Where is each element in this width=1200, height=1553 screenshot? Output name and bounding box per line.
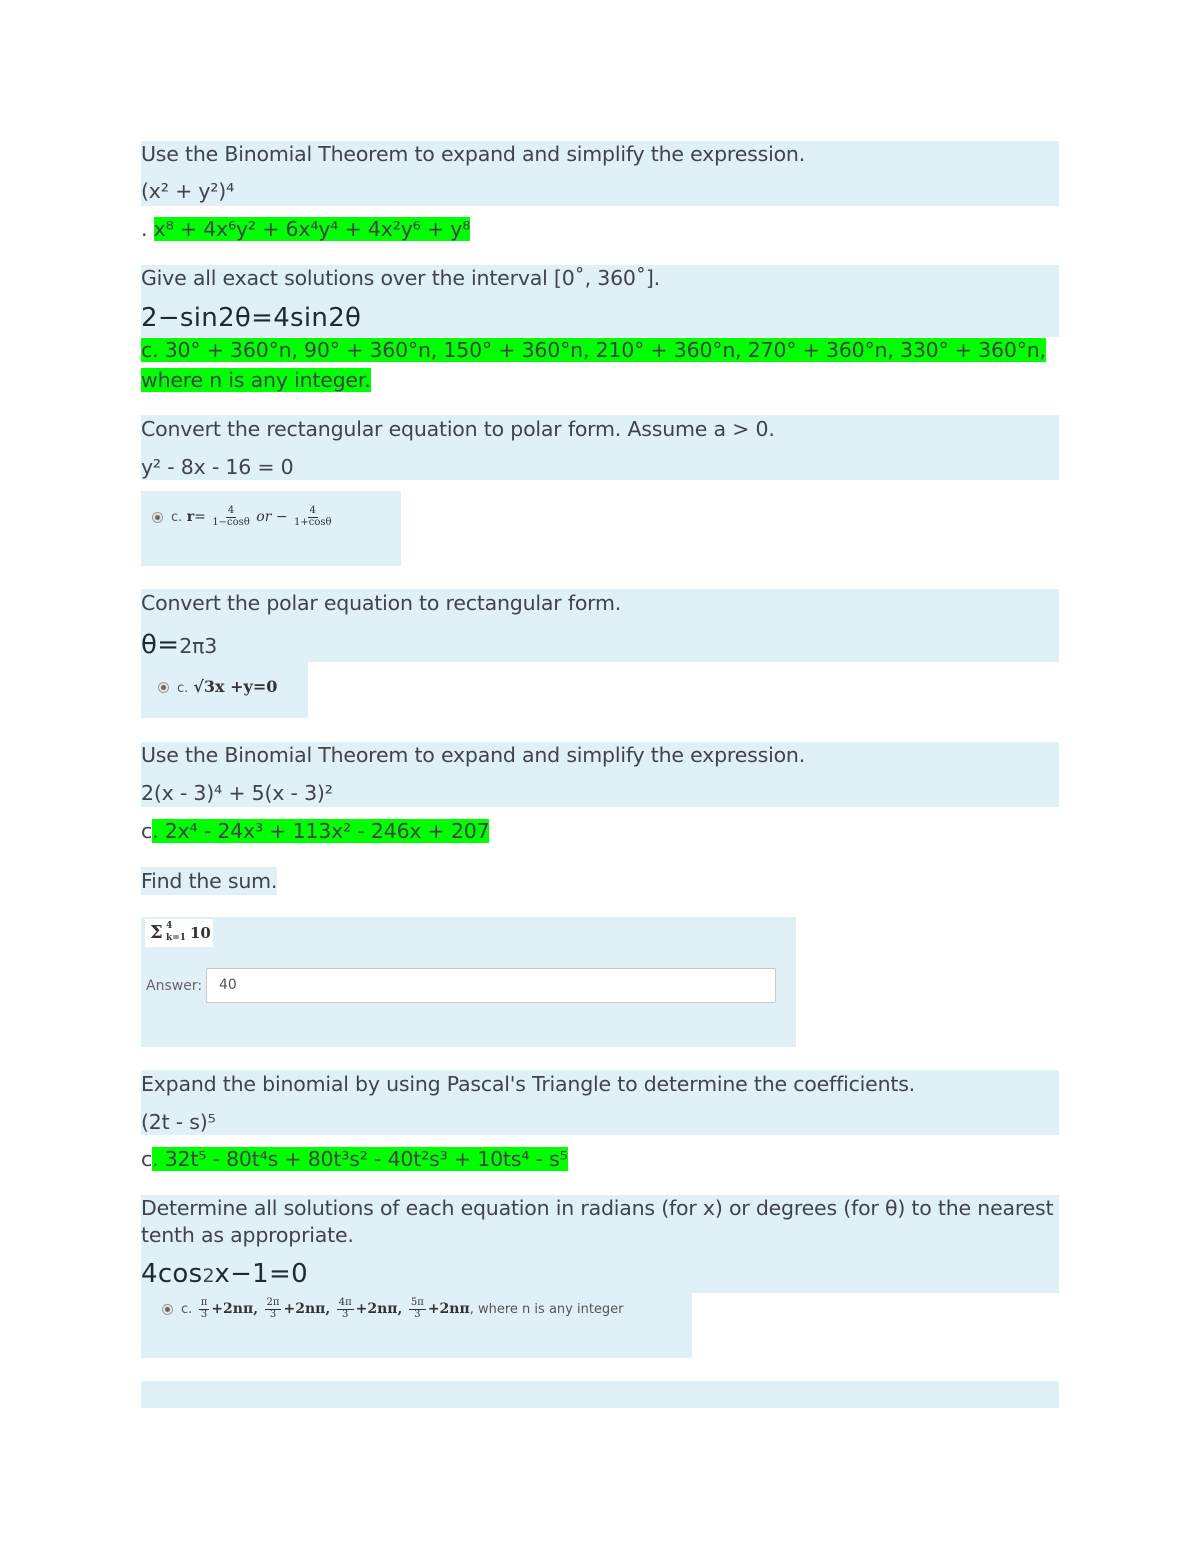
question-3-prompt: Convert the rectangular equation to polar form. Assume a > 0.	[141, 417, 775, 441]
answer-prefix: c	[141, 819, 153, 843]
question-7-answer	[141, 1147, 568, 1172]
option-label: c.	[181, 1302, 193, 1317]
theta-eq: θ=	[141, 630, 180, 660]
answer-prefix: .	[141, 217, 154, 241]
frac-num: π	[200, 1297, 208, 1308]
fraction	[265, 1298, 282, 1320]
math-or: or −	[256, 509, 288, 525]
question-2-prompt: Give all exact solutions over the interval [0˚, 360˚].	[141, 266, 660, 290]
sum-expression	[145, 919, 213, 947]
frac-den: 3	[269, 1308, 277, 1320]
math-term: +2nπ,	[211, 1301, 259, 1317]
question-8-prompt-line-2: tenth as appropriate.	[141, 1223, 354, 1247]
frac-num: 5π	[410, 1297, 424, 1308]
answer-input-value: 40	[219, 977, 237, 993]
math-equals: =	[194, 509, 206, 525]
fraction	[212, 506, 250, 528]
radio-selected-icon[interactable]	[162, 1304, 173, 1315]
question-5-answer	[141, 819, 489, 844]
question-1-answer	[141, 217, 470, 242]
radio-selected-icon[interactable]	[152, 512, 163, 523]
math-term: +2nπ,	[283, 1301, 331, 1317]
empty-panel	[141, 1381, 1059, 1408]
frac-den: 3	[414, 1308, 421, 1320]
radio-selected-icon[interactable]	[158, 682, 169, 693]
option-tail-text: , where n is any integer	[469, 1302, 624, 1317]
answer-label: Answer:	[146, 978, 203, 994]
question-3-option-c[interactable]	[152, 506, 334, 528]
option-label: c.	[171, 510, 183, 525]
frac-den: 1−cosθ	[212, 516, 250, 528]
frac-den: 3	[342, 1308, 349, 1320]
answer-input[interactable]	[206, 968, 776, 1003]
question-3-expression: y² - 8x - 16 = 0	[141, 455, 294, 479]
sigma-symbol: Σ	[150, 922, 163, 943]
fraction	[294, 506, 332, 528]
option-math: √3x +y=0	[193, 677, 278, 696]
expr-part: 2	[202, 1265, 215, 1287]
question-1-prompt: Use the Binomial Theorem to expand and simplify the expression.	[141, 142, 806, 166]
question-3-option-box	[141, 491, 401, 566]
frac-num: 4	[309, 505, 316, 516]
question-4-option-c[interactable]	[158, 677, 277, 696]
answer-highlight: . 32t⁵ - 80t⁴s + 80t³s² - 40t²s³ + 10ts⁴ - s⁵	[152, 1147, 568, 1171]
question-5-expression: 2(x - 3)⁴ + 5(x - 3)²	[141, 781, 333, 805]
sigma-lower: k=1	[166, 933, 187, 943]
question-8-expression	[141, 1259, 308, 1290]
answer-highlight: where n is any integer.	[141, 368, 371, 392]
frac-den: 1+cosθ	[294, 516, 332, 528]
sigma-upper: 4	[166, 921, 173, 931]
math-term: +2nπ,	[355, 1301, 403, 1317]
question-4-expression	[141, 630, 217, 661]
frac-num: 4π	[338, 1297, 352, 1308]
frac-den: 3	[200, 1308, 208, 1320]
question-7-prompt: Expand the binomial by using Pascal's Triangle to determine the coefficients.	[141, 1072, 915, 1096]
question-2-answer-line-2	[141, 368, 371, 393]
question-5-prompt: Use the Binomial Theorem to expand and simplify the expression.	[141, 743, 806, 767]
question-7-expression: (2t - s)⁵	[141, 1110, 216, 1134]
question-1-expression: (x² + y²)⁴	[141, 179, 235, 203]
question-2-answer-line-1	[141, 338, 1046, 363]
answer-highlight: . 2x⁴ - 24x³ + 113x² - 246x + 207	[152, 819, 490, 843]
expr-part: 4cos	[141, 1259, 203, 1289]
question-8-option-c[interactable]	[162, 1298, 624, 1320]
fraction	[337, 1298, 354, 1320]
option-label: c.	[177, 681, 189, 696]
fraction	[409, 1298, 426, 1320]
answer-prefix: c	[141, 1147, 153, 1171]
question-6-prompt: Find the sum.	[141, 869, 278, 893]
theta-value: 2π3	[179, 634, 218, 658]
answer-highlight: c. 30° + 360°n, 90° + 360°n, 150° + 360°n, 210° + 360°n, 270° + 360°n, 330° + 360°n,	[141, 338, 1046, 362]
question-2-expression: 2−sin2θ=4sin2θ	[141, 303, 362, 333]
fraction	[199, 1298, 210, 1320]
expr-part: x−1=0	[214, 1259, 308, 1289]
question-4-prompt: Convert the polar equation to rectangular form.	[141, 591, 622, 615]
sigma-term: 10	[190, 924, 211, 942]
answer-highlight: x⁸ + 4x⁶y² + 6x⁴y⁴ + 4x²y⁶ + y⁸	[153, 217, 471, 241]
question-8-prompt-line-1: Determine all solutions of each equation in radians (for x) or degrees (for θ) to the nearest	[141, 1196, 1054, 1220]
frac-num: 2π	[266, 1297, 280, 1308]
math-term: +2nπ	[427, 1301, 470, 1317]
frac-num: 4	[227, 505, 235, 516]
math-r: r	[186, 509, 195, 525]
